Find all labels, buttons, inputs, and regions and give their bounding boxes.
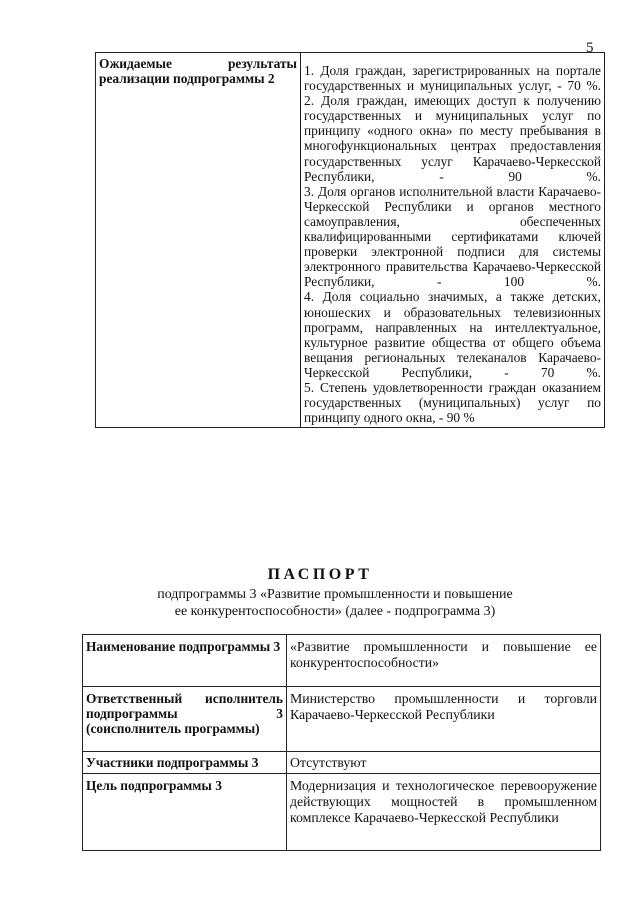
table-row [83, 687, 601, 752]
expected-result-item-3: 3. Доля органов исполнительной власти Карачаево-Черкесской Республики и органов местного самоуправления, обеспеченных квалифицированными сертификатами ключей проверки электронной подписи для системы электронного правительства Карачаево-Черкесской Республики, - 100 %. [304, 183, 601, 290]
row-value-participants: Отсутствуют [287, 752, 601, 774]
passport-subtitle-line-2: ее конкурентоспособности» (далее - подпрограмма 3) [174, 604, 496, 619]
row-label-responsible: Ответственный исполнитель подпрограммы 3 (соисполнитель программы) [83, 687, 287, 752]
table-row [96, 53, 605, 428]
expected-results-values [301, 53, 605, 428]
subprogram-3-passport-table [82, 634, 601, 851]
row-value-name: «Развитие промышленности и повышение ее конкурентоспособности» [287, 635, 601, 687]
passport-subtitle-line-1: подпрограммы 3 «Развитие промышленности и повышение [157, 587, 513, 602]
table-row [83, 635, 601, 687]
row-value-goal: Модернизация и технологическое перевооружение действующих мощностей в промышленном комплексе Карачаево-Черкесской Республики [287, 774, 601, 851]
expected-result-item-1: 1. Доля граждан, зарегистрированных на портале государственных и муниципальных услуг, - 70 %. [304, 63, 601, 94]
expected-result-item-2: 2. Доля граждан, имеющих доступ к получению государственных и муниципальных услуг по принципу «одного окна» по месту пребывания в многофункциональных центрах предоставления государственных услуг Карачаево-Черкесской Республики, - 90 %. [304, 93, 601, 184]
table-row [83, 774, 601, 851]
row-value-responsible: Министерство промышленности и торговли Карачаево-Черкесской Республики [287, 687, 601, 752]
passport-subtitle [120, 586, 550, 620]
expected-results-label: Ожидаемые результаты реализации подпрограммы 2 [96, 53, 301, 428]
row-label-participants: Участники подпрограммы 3 [83, 752, 287, 774]
row-label-name: Наименование подпрограммы 3 [83, 635, 287, 687]
row-label-goal: Цель подпрограммы 3 [83, 774, 287, 851]
passport-title: ПАСПОРТ [267, 566, 373, 583]
expected-result-item-4: 4. Доля социально значимых, а также детских, юношеских и образовательных телевизионных программ, направленных на интеллектуальное, культурное развитие общества от общего объема вещания региональных телеканалов Карачаево-Черкесской Республики, - 70 %. [304, 289, 601, 380]
expected-result-item-5: 5. Степень удовлетворенности граждан оказанием государственных (муниципальных) услуг по принципу одного окна, - 90 % [304, 379, 601, 426]
table-row [83, 752, 601, 774]
expected-results-table [95, 52, 605, 428]
page-number: 5 [586, 40, 594, 56]
